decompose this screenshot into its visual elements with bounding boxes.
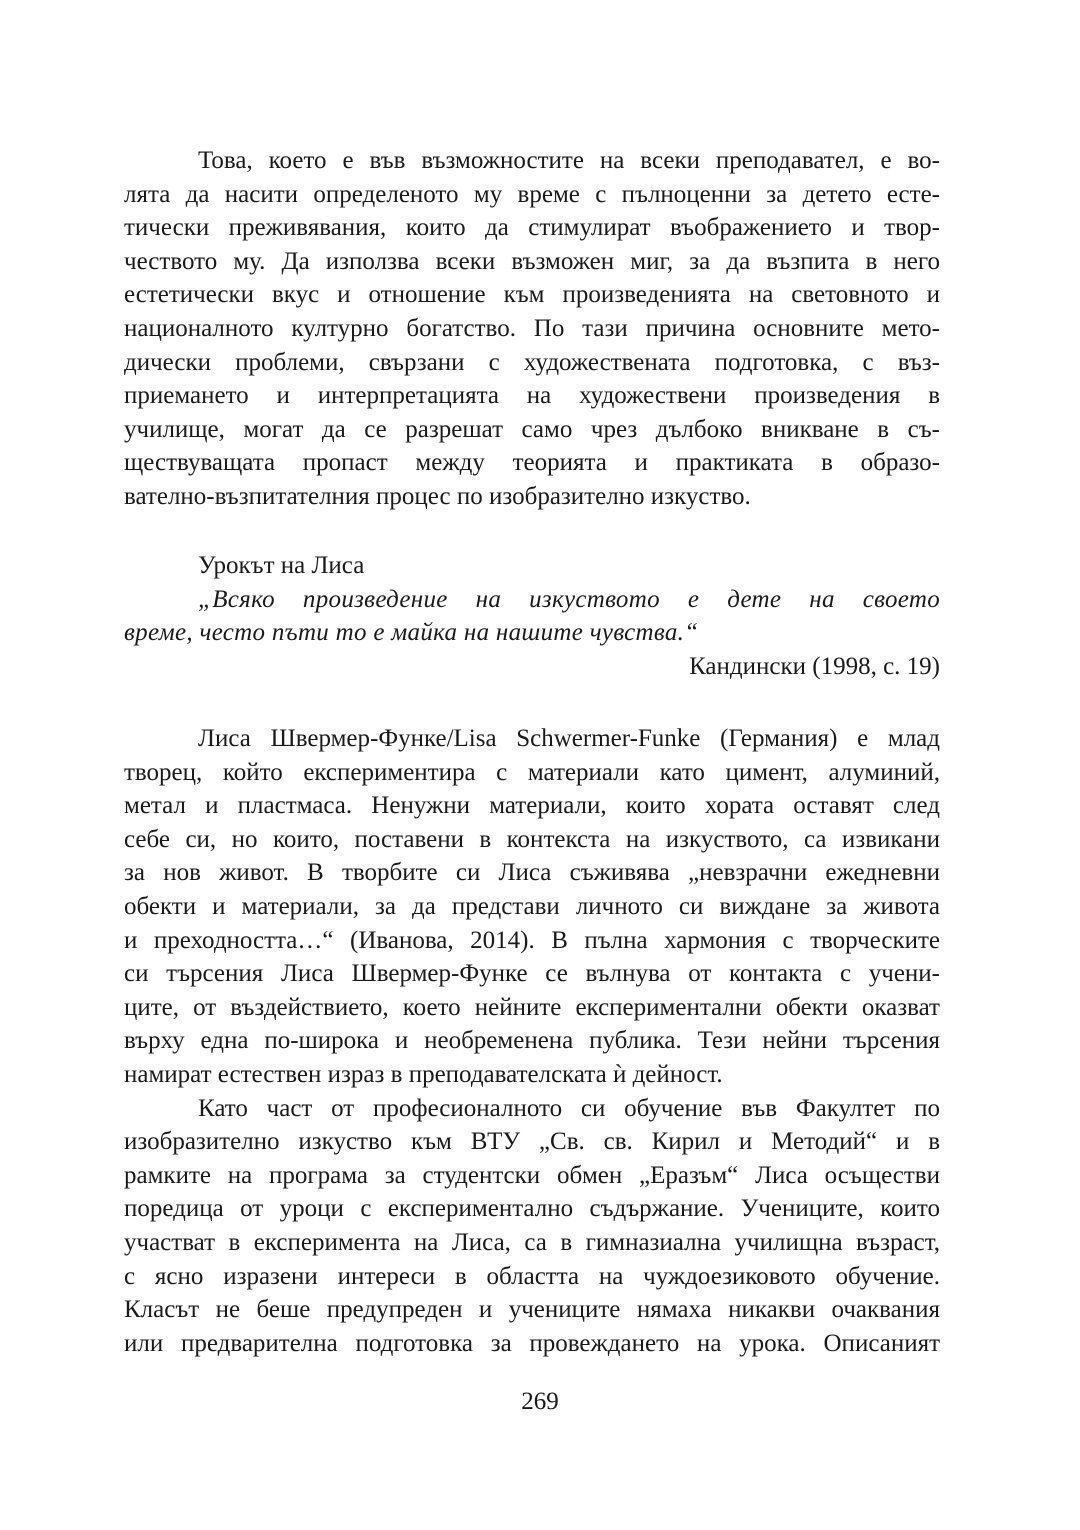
- text-line: приемането и интерпретацията на художествени произведения в: [124, 382, 940, 410]
- text-line: Лиса Швермер-Функе/Lisa Schwermer-Funke (Германия) е млад: [198, 725, 940, 752]
- text-line: ществуващата пропаст между теорията и практиката в образо-: [124, 449, 940, 477]
- text-line: чеството му. Да използва всеки възможен миг, за да възпита в него: [124, 247, 940, 275]
- paragraph-1: [124, 144, 940, 514]
- text-line: изобразително изкуство към ВТУ „Св. св. Кирил и Методий“ и в: [124, 1128, 940, 1156]
- page-number: 269: [521, 1388, 559, 1415]
- text-line: за нов живот. В творбите си Лиса съживява „невзрачни ежедневни: [124, 859, 940, 887]
- text-line: обекти и материали, за да представи личното си виждане за живота: [124, 892, 940, 920]
- epigraph-line: време, често пъти то е майка на нашите чувства.“: [124, 619, 699, 647]
- text-line: Класът не беше предупреден и учениците нямаха никакви очаквания: [124, 1296, 940, 1324]
- text-line: или предварителна подготовка за провеждането на урока. Описаният: [124, 1329, 940, 1357]
- text-line: творец, който експериментира с материали като цимент, алуминий,: [124, 758, 940, 786]
- text-line: метал и пластмаса. Ненужни материали, които хората оставят след: [124, 792, 940, 820]
- text-line: рамките на програма за студентски обмен „Еразъм“ Лиса осъществи: [124, 1161, 940, 1189]
- section-heading: Урокът на Лиса: [198, 552, 365, 579]
- text-line: върху една по-широка и необременена публика. Тези нейни търсения: [124, 1027, 940, 1055]
- text-line: си търсения Лиса Швермер-Функе се вълнува от контакта с учени-: [124, 960, 940, 988]
- text-line: поредица от уроци с експериментално съдържание. Учениците, които: [124, 1195, 940, 1223]
- text-line: себе си, но които, поставени в контекста на изкуството, са извикани: [124, 825, 940, 853]
- text-line: училище, могат да се разрешат само чрез дълбоко вникване в съ-: [124, 415, 940, 443]
- lesson-section-header: [124, 549, 940, 683]
- text-line: естетически вкус и отношение към произведенията на световното и: [124, 281, 940, 309]
- text-line: националното културно богатство. По тази причина основните мето-: [124, 314, 940, 342]
- text-line: участват в експеримента на Лиса, са в гимназиална училищна възраст,: [124, 1228, 940, 1256]
- epigraph-attribution: Кандински (1998, с. 19): [689, 652, 940, 680]
- text-line: тически преживявания, които да стимулират въображението и твор-: [124, 214, 940, 242]
- text-line: с ясно изразени интереси в областта на чуждоезиковото обучение.: [124, 1262, 940, 1290]
- text-line: и преходността…“ (Иванова, 2014). В пълна хармония с творческите: [124, 926, 940, 954]
- paragraph-2: [124, 722, 940, 1360]
- text-line: намират естествен израз в преподавателската ѝ дейност.: [124, 1060, 723, 1088]
- text-line: лята да насити определеното му време с пълноценни за детето есте-: [124, 180, 940, 208]
- text-line: ците, от въздействието, което нейните експериментални обекти оказват: [124, 993, 940, 1021]
- text-line: Като част от професионалното си обучение във Факултет по: [198, 1094, 940, 1122]
- text-line: вателно-възпитателния процес по изобразително изкуство.: [124, 482, 751, 510]
- text-line: Това, което е във възможностите на всеки преподавател, е во-: [198, 147, 940, 174]
- epigraph-line: „Всяко произведение на изкуството е дете на своето: [198, 585, 940, 613]
- text-line: дически проблеми, свързани с художествената подготовка, с въз-: [124, 348, 940, 376]
